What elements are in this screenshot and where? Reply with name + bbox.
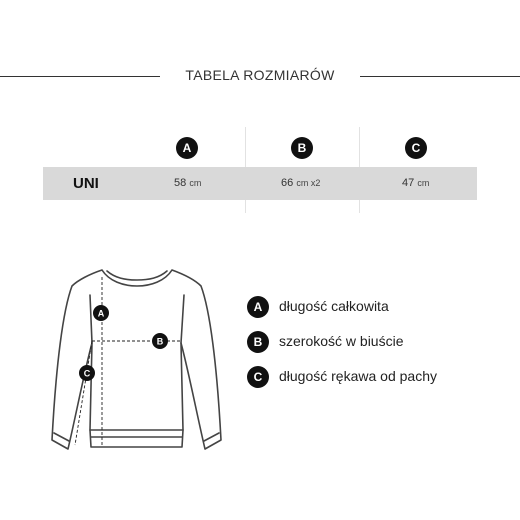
value-c [402,167,429,200]
column-header-a: A [176,137,198,159]
marker-a-label: A [97,308,105,319]
waistband [90,430,183,447]
legend-text-c: długość rękawa od pachy [279,368,437,384]
title-row [0,64,520,88]
value-c-number: 47 [402,177,415,189]
value-c-unit: cm [417,178,430,188]
sweatshirt-diagram [45,265,230,465]
size-row [43,167,477,200]
title-rule-right [360,76,520,77]
value-b-unit: cm [296,178,309,188]
marker-c [79,365,95,381]
value-b-suffix: x2 [308,178,321,188]
legend-badge-b: B [247,331,269,353]
value-a-unit: cm [189,178,202,188]
marker-b-label: B [156,336,164,347]
marker-b [152,333,168,349]
legend-badge-c: C [247,366,269,388]
size-label: UNI [73,175,99,192]
cuff-right [204,433,219,441]
value-a-number: 58 [174,177,187,189]
column-header-b: B [291,137,313,159]
value-b [281,167,320,200]
page-title: TABELA ROZMIARÓW [185,67,335,83]
value-b-number: 66 [281,177,294,189]
marker-c-label: C [83,368,91,379]
garment-outline [52,270,221,449]
column-header-c: C [405,137,427,159]
collar-inner [107,271,167,280]
cuff-left [54,433,69,441]
legend-badge-a: A [247,296,269,318]
title-rule-left [0,76,160,77]
legend-text-a: długość całkowita [279,298,389,314]
armhole-left [90,295,92,343]
marker-a [93,305,109,321]
legend-text-b: szerokość w biuście [279,333,404,349]
value-a [174,167,201,200]
armhole-right [181,295,184,343]
